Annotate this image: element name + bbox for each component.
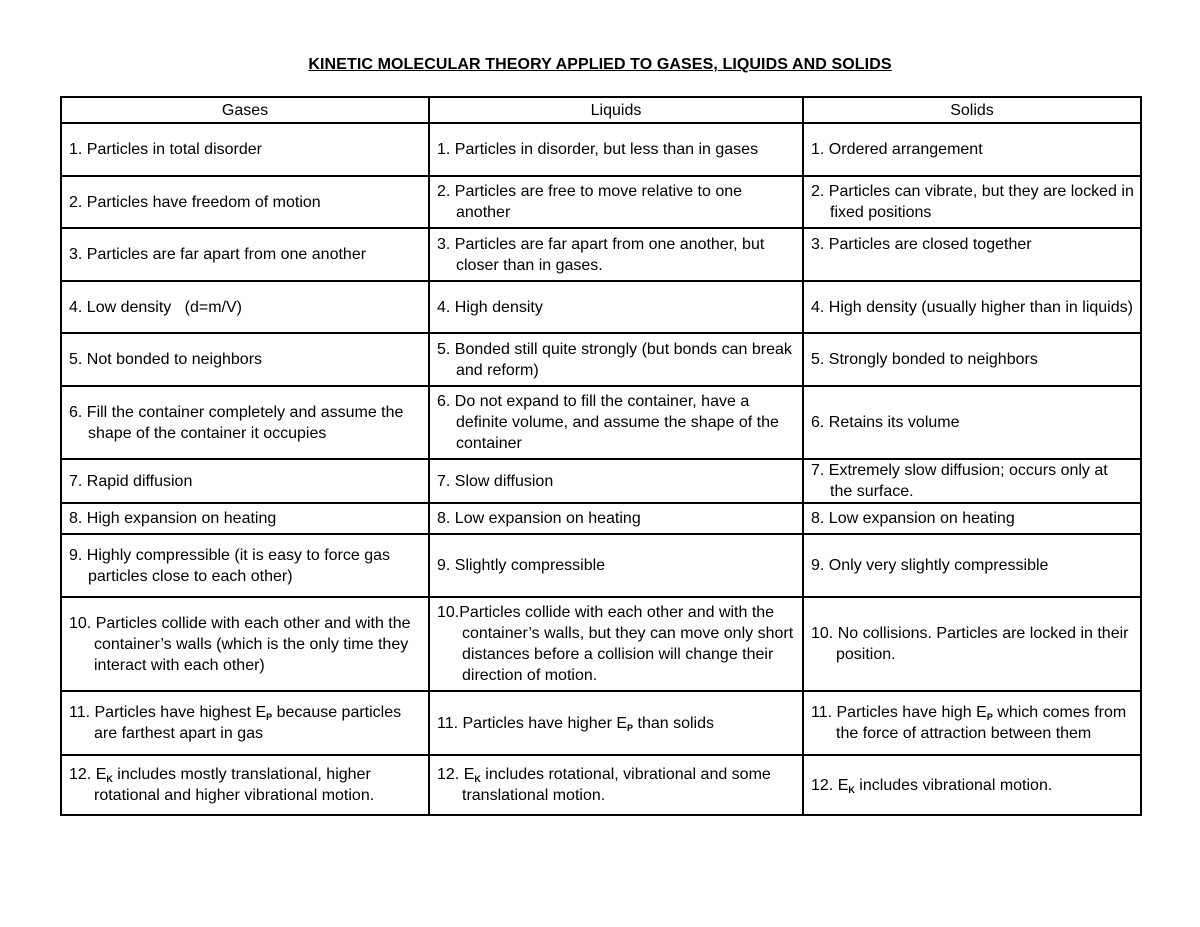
- text-segment: includes mostly translational, higher rotational and higher vibrational motion.: [94, 766, 375, 804]
- cell-text: 8. Low expansion on heating: [811, 510, 1015, 527]
- gases-cell: [61, 755, 429, 815]
- gases-cell: [61, 176, 429, 228]
- cell-text: 1. Particles in total disorder: [69, 141, 262, 158]
- liquids-cell: [429, 123, 803, 176]
- table-row: [61, 534, 1141, 597]
- cell-text: 4. Low density (d=m/V): [69, 298, 242, 316]
- table-row: [61, 176, 1141, 228]
- solids-cell: [803, 534, 1141, 597]
- liquids-cell: [429, 691, 803, 755]
- table-row: [61, 755, 1141, 815]
- solids-cell: [803, 386, 1141, 459]
- cell-text: 5. Bonded still quite strongly (but bonds can break and reform): [437, 340, 792, 379]
- liquids-cell: [429, 176, 803, 228]
- liquids-cell: [429, 503, 803, 534]
- cell-text: 6. Retains its volume: [811, 414, 960, 431]
- table-row: [61, 281, 1141, 333]
- cell-text: 3. Particles are far apart from one another, but closer than in gases.: [437, 235, 765, 274]
- cell-text: 9. Highly compressible (it is easy to force gas particles close to each other): [69, 546, 391, 585]
- cell-text: 10. No collisions. Particles are locked in their position.: [811, 625, 1129, 663]
- solids-cell: [803, 503, 1141, 534]
- cell-text: 2. Particles have freedom of motion: [69, 193, 321, 211]
- text-segment: 11. Particles have higher E: [437, 714, 628, 732]
- text-segment: 11. Particles have highest E: [69, 704, 267, 721]
- kmt-comparison-table: [60, 96, 1142, 816]
- table-row: [61, 333, 1141, 386]
- text-segment: 12. E: [69, 766, 107, 783]
- liquids-cell: [429, 755, 803, 815]
- solids-cell: [803, 228, 1141, 281]
- cell-text: 7. Extremely slow diffusion; occurs only at the surface.: [811, 462, 1108, 500]
- cell-text: 2. Particles are free to move relative to one another: [437, 183, 743, 221]
- subscript: K: [848, 784, 855, 795]
- subscript: P: [986, 712, 993, 722]
- gases-cell: [61, 333, 429, 386]
- solids-cell: [803, 281, 1141, 333]
- cell-text: [804, 775, 1140, 796]
- text-segment: includes vibrational motion.: [854, 776, 1053, 794]
- cell-text: 9. Only very slightly compressible: [811, 557, 1049, 574]
- cell-text: [62, 702, 428, 744]
- liquids-cell: [429, 333, 803, 386]
- solids-cell: [803, 755, 1141, 815]
- cell-text: [430, 713, 802, 734]
- cell-text: 6. Fill the container completely and assume the shape of the container it occupies: [69, 403, 404, 442]
- gases-cell: [61, 281, 429, 333]
- table-row: [61, 691, 1141, 755]
- cell-text: 4. High density (usually higher than in liquids): [811, 298, 1133, 316]
- cell-text: 9. Slightly compressible: [437, 557, 606, 574]
- cell-text: 6. Do not expand to fill the container, have a definite volume, and assume the shape of the container: [437, 393, 779, 452]
- table-row: [61, 597, 1141, 691]
- cell-text: 7. Rapid diffusion: [69, 472, 193, 490]
- gases-cell: [61, 228, 429, 281]
- solids-cell: [803, 333, 1141, 386]
- column-header-liquids: Liquids: [429, 97, 803, 123]
- gases-cell: [61, 459, 429, 503]
- text-segment: because particles are farthest apart in gas: [94, 704, 402, 742]
- text-segment: 12. E: [811, 776, 849, 794]
- cell-text: 10. Particles collide with each other and with the container’s walls (which is the only time they interact with each other): [69, 614, 411, 674]
- cell-text: 7. Slow diffusion: [437, 472, 554, 490]
- subscript: P: [266, 712, 273, 722]
- liquids-cell: [429, 597, 803, 691]
- table-row: [61, 123, 1141, 176]
- liquids-cell: [429, 386, 803, 459]
- cell-text: 3. Particles are closed together: [811, 236, 1032, 253]
- cell-text: 5. Strongly bonded to neighbors: [811, 351, 1038, 368]
- solids-cell: [803, 691, 1141, 755]
- subscript: K: [474, 774, 481, 784]
- text-segment: than solids: [633, 714, 714, 732]
- column-header-solids: Solids: [803, 97, 1141, 123]
- table-row: [61, 459, 1141, 503]
- text-segment: 11. Particles have high E: [811, 704, 987, 721]
- text-segment: includes rotational, vibrational and some translational motion.: [462, 766, 771, 804]
- header-row: [61, 97, 1141, 123]
- gases-cell: [61, 691, 429, 755]
- cell-text: 1. Particles in disorder, but less than in gases: [437, 141, 759, 158]
- cell-text: [62, 764, 428, 806]
- table-row: [61, 386, 1141, 459]
- liquids-cell: [429, 281, 803, 333]
- liquids-cell: [429, 459, 803, 503]
- cell-text: 8. Low expansion on heating: [437, 510, 641, 527]
- cell-text: 1. Ordered arrangement: [811, 141, 983, 158]
- cell-text: [804, 702, 1140, 744]
- solids-cell: [803, 123, 1141, 176]
- cell-text: 8. High expansion on heating: [69, 510, 277, 527]
- table-row: [61, 228, 1141, 281]
- solids-cell: [803, 597, 1141, 691]
- table-row: [61, 503, 1141, 534]
- gases-cell: [61, 534, 429, 597]
- cell-text: 10.Particles collide with each other and with the container’s walls, but they can move only short distances before a collision will change their direction of motion.: [437, 604, 794, 684]
- text-segment: 12. E: [437, 766, 475, 783]
- gases-cell: [61, 597, 429, 691]
- cell-text: 2. Particles can vibrate, but they are locked in fixed positions: [811, 183, 1134, 221]
- cell-text: [430, 764, 802, 806]
- liquids-cell: [429, 534, 803, 597]
- gases-cell: [61, 503, 429, 534]
- gases-cell: [61, 386, 429, 459]
- column-header-gases: Gases: [61, 97, 429, 123]
- gases-cell: [61, 123, 429, 176]
- cell-text: 3. Particles are far apart from one another: [69, 246, 367, 263]
- text-segment: which comes from the force of attraction between them: [836, 704, 1127, 742]
- subscript: P: [627, 722, 634, 733]
- cell-text: 4. High density: [437, 298, 543, 316]
- solids-cell: [803, 176, 1141, 228]
- cell-text: 5. Not bonded to neighbors: [69, 351, 263, 368]
- liquids-cell: [429, 228, 803, 281]
- solids-cell: [803, 459, 1141, 503]
- document-title: KINETIC MOLECULAR THEORY APPLIED TO GASES, LIQUIDS AND SOLIDS: [308, 56, 892, 73]
- subscript: K: [106, 774, 113, 784]
